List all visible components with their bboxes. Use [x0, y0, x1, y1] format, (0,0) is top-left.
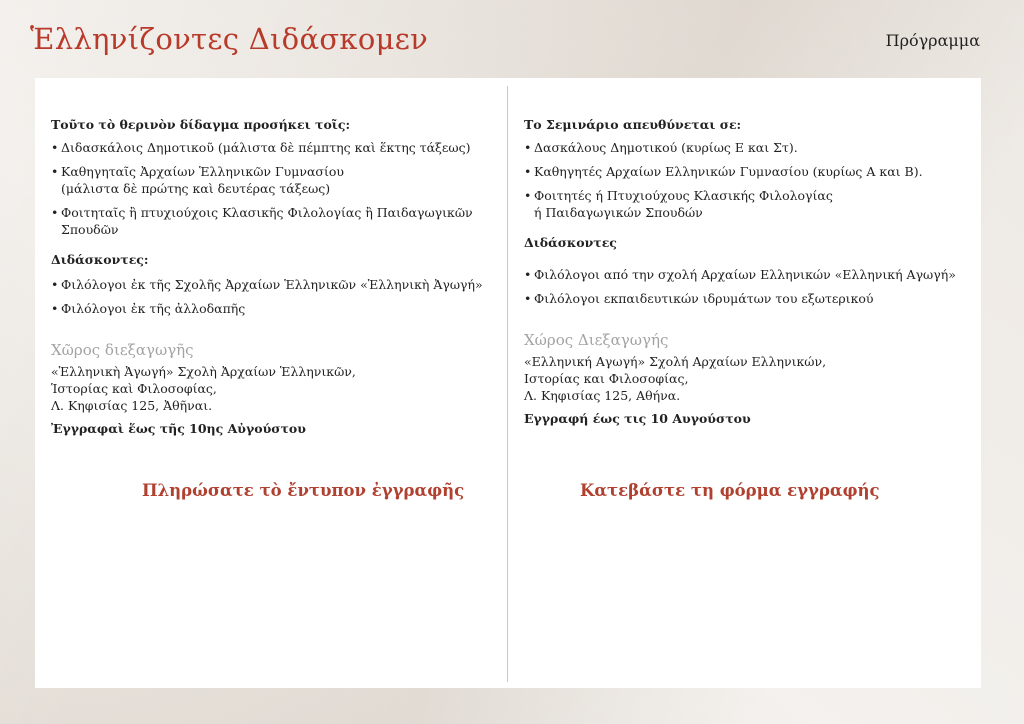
content-card: [35, 78, 981, 688]
right-column: [524, 116, 974, 427]
list-item: • Δασκάλους Δημοτικού (κυρίως Ε και Στ).: [524, 139, 974, 156]
registration-deadline: Ἐγγραφαὶ ἕως τῆς 10ης Αὐγούστου: [51, 421, 306, 436]
list-item: • Διδασκάλοις Δημοτικοῦ (μάλιστα δὲ πέμπτης καὶ ἕκτης τάξεως): [51, 139, 501, 156]
list-item: • Καθηγητές Αρχαίων Ελληνικών Γυμνασίου (κυρίως Α και Β).: [524, 163, 974, 180]
venue-label: Χῶρος διεξαγωγῆς: [51, 341, 194, 359]
list-item: • Φιλόλογοι ἐκ τῆς Σχολῆς Ἀρχαίων Ἑλληνικῶν «Ἑλληνικὴ Ἀγωγή»: [51, 276, 501, 293]
venue-address: «Ελληνική Αγωγή» Σχολή Αρχαίων Ελληνικών, Ιστορίας και Φιλοσοφίας, Λ. Κηφισίας 125, Αθήνα.: [524, 354, 827, 403]
page-title: Ἑλληνίζοντες Διδάσκομεν: [30, 22, 429, 56]
list-item: • Καθηγηταῖς Ἀρχαίων Ἑλληνικῶν Γυμνασίου (μάλιστα δὲ πρώτης καὶ δευτέρας τάξεως): [51, 163, 501, 197]
list-item: • Φιλόλογοι ἐκ τῆς ἀλλοδαπῆς: [51, 300, 501, 317]
download-registration-form-link[interactable]: Κατεβάστε τη φόρμα εγγραφής: [580, 481, 880, 500]
list-item: • Φοιτηταῖς ἢ πτυχιούχοις Κλασικῆς Φιλολογίας ἢ Παιδαγωγικῶν Σπουδῶν: [51, 204, 501, 238]
teachers-list: [51, 276, 501, 317]
audience-heading: Τοῦτο τὸ θερινὸν δίδαγμα προσήκει τοῖς:: [51, 117, 351, 132]
registration-deadline: Εγγραφή έως τις 10 Αυγούστου: [524, 411, 751, 426]
audience-list: [524, 139, 974, 221]
left-column: [51, 116, 501, 437]
program-link[interactable]: Πρόγραμμα: [885, 31, 980, 50]
audience-list: [51, 139, 501, 238]
fill-registration-form-link[interactable]: Πληρώσατε τὸ ἔντυπον ἐγγραφῆς: [142, 481, 465, 500]
list-item: • Φοιτητές ή Πτυχιούχους Κλασικής Φιλολογίας ή Παιδαγωγικών Σπουδών: [524, 187, 974, 221]
teachers-list: [524, 266, 974, 307]
column-divider: [507, 86, 508, 682]
teachers-heading: Διδάσκοντες: [524, 235, 617, 250]
list-item: • Φιλόλογοι εκπαιδευτικών ιδρυμάτων του εξωτερικού: [524, 290, 974, 307]
teachers-heading: Διδάσκοντες:: [51, 252, 149, 267]
venue-address: «Ἑλληνικὴ Ἀγωγή» Σχολὴ Ἀρχαίων Ἑλληνικῶν, Ἱστορίας καὶ Φιλοσοφίας, Λ. Κηφισίας 125, Ἀθῆναι.: [51, 364, 356, 413]
venue-label: Χώρος Διεξαγωγής: [524, 331, 669, 349]
audience-heading: Το Σεμινάριο απευθύνεται σε:: [524, 117, 742, 132]
list-item: • Φιλόλογοι από την σχολή Αρχαίων Ελληνικών «Ελληνική Αγωγή»: [524, 266, 974, 283]
